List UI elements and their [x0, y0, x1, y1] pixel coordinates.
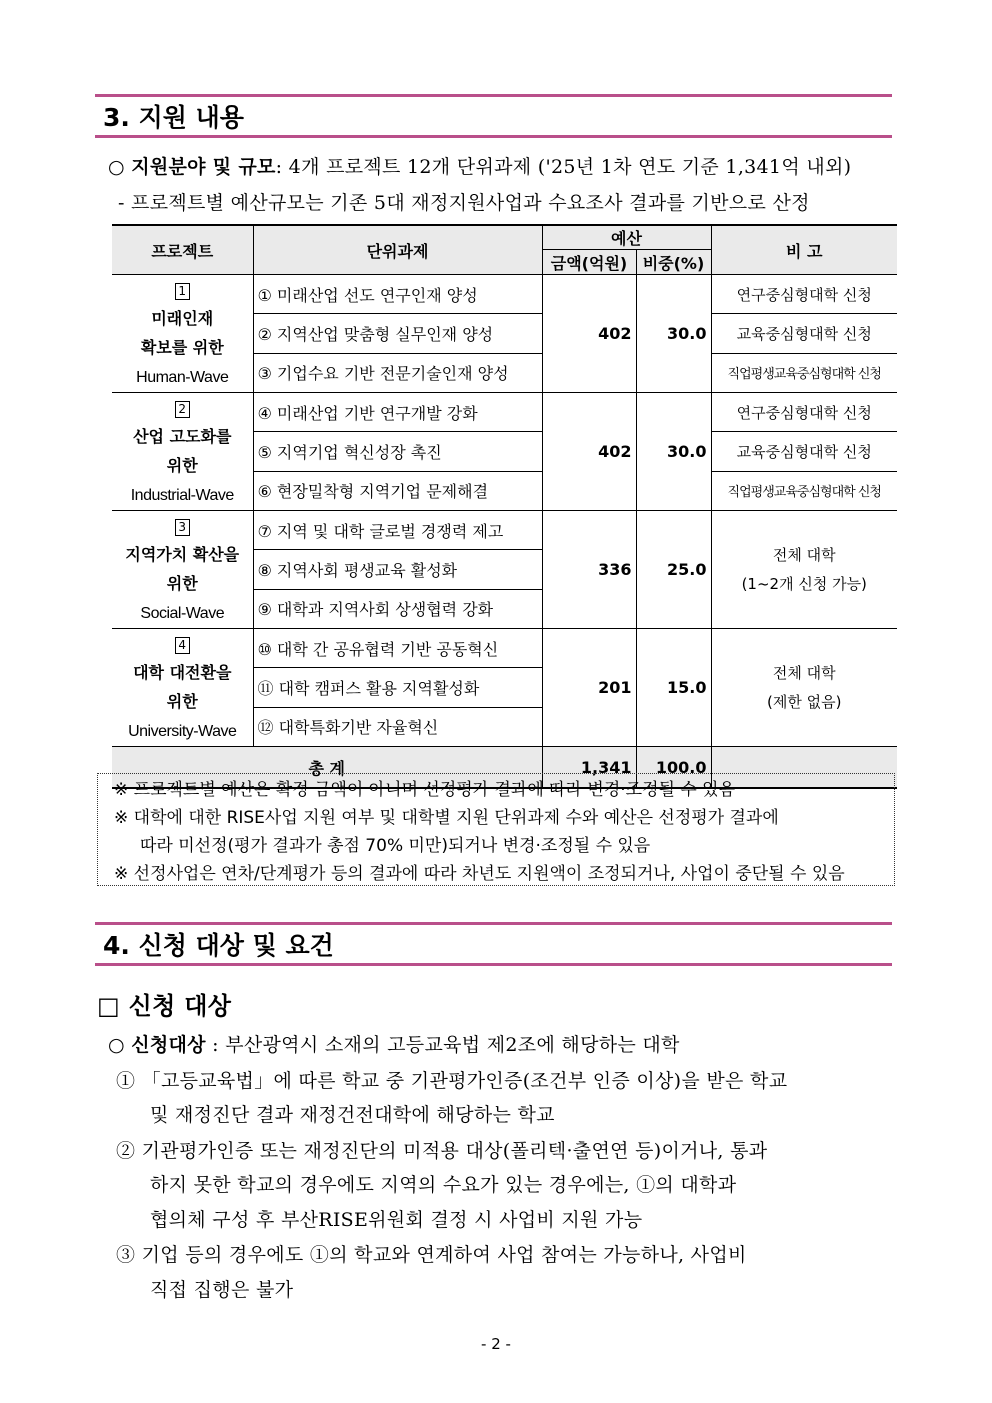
note-line: 전체 대학 [772, 663, 836, 682]
header-note: 비 고 [711, 225, 897, 275]
item-1: ① 「고등교육법」에 따른 학교 중 기관평가인증(조건부 인증 이상)을 받은 학교 [116, 1070, 788, 1092]
amount-cell: 402 [542, 275, 636, 393]
project-name-line: 산업 고도화를 [133, 427, 232, 446]
page-number: - 2 - [481, 1335, 511, 1353]
header-ratio: 비중(%) [636, 250, 711, 275]
table-row [112, 393, 897, 432]
bullet-text: : 부산광역시 소재의 고등교육법 제2조에 해당하는 대학 [205, 1034, 680, 1056]
note: ※ 선정사업은 연차/단계평가 등의 결과에 따라 차년도 지원액이 조정되거나, 사업이 중단될 수 있음 [114, 864, 845, 884]
project-number: 4 [175, 637, 190, 654]
task-cell: ② 지역산업 맞춤형 실무인재 양성 [253, 314, 542, 353]
task-cell: ① 미래산업 선도 연구인재 양성 [253, 275, 542, 314]
header-project: 프로젝트 [112, 225, 253, 275]
note-cell: 직업평생교육중심형대학 신청 [711, 471, 897, 510]
project-name-line: 위한 [166, 692, 198, 711]
task-cell: ⑧ 지역사회 평생교육 활성화 [253, 550, 542, 589]
table-row [112, 629, 897, 668]
header-budget: 예산 [542, 225, 711, 250]
project-name-line: 미래인재 [151, 309, 214, 328]
project-name-line: 지역가치 확산을 [125, 545, 240, 564]
item-2-cont: 협의체 구성 후 부산RISE위원회 결정 시 사업비 지원 가능 [150, 1209, 643, 1231]
item-1-cont: 및 재정진단 결과 재정건전대학에 해당하는 학교 [150, 1104, 555, 1126]
note-line: (1~2개 신청 가능) [741, 574, 867, 593]
ratio-cell: 30.0 [636, 275, 711, 393]
note-cell: 연구중심형대학 신청 [711, 275, 897, 314]
ratio-cell: 30.0 [636, 393, 711, 511]
bullet-label: 지원분야 및 규모 [131, 156, 276, 178]
budget-table [112, 224, 897, 789]
task-cell: ⑦ 지역 및 대학 글로벌 경쟁력 제고 [253, 511, 542, 550]
project-name-line: University-Wave [128, 723, 237, 740]
task-cell: ⑥ 현장밀착형 지역기업 문제해결 [253, 471, 542, 510]
project-number: 2 [175, 401, 190, 418]
project-cell [112, 393, 253, 511]
eligibility-bullet: ○ 신청대상 : 부산광역시 소재의 고등교육법 제2조에 해당하는 대학 [108, 1034, 680, 1056]
note-cell [711, 629, 897, 747]
task-cell: ⑤ 지역기업 혁신성장 촉진 [253, 432, 542, 471]
project-name-line: 대학 대전환을 [133, 663, 232, 682]
project-name-line: 확보를 위한 [140, 338, 224, 357]
notes-box [97, 773, 895, 886]
project-cell [112, 511, 253, 629]
project-number: 3 [175, 519, 190, 536]
total-ratio: 100.0 [636, 747, 711, 789]
task-cell: ⑨ 대학과 지역사회 상생협력 강화 [253, 589, 542, 628]
table-row [112, 275, 897, 314]
task-cell: ④ 미래산업 기반 연구개발 강화 [253, 393, 542, 432]
project-cell [112, 275, 253, 393]
project-name-line: Industrial-Wave [130, 487, 234, 504]
amount-cell: 402 [542, 393, 636, 511]
project-number: 1 [175, 283, 190, 300]
ratio-cell: 25.0 [636, 511, 711, 629]
support-scope-bullet: ○ 지원분야 및 규모: 4개 프로젝트 12개 단위과제 ('25년 1차 연도 기준 1,341억 내외) [108, 156, 852, 178]
task-cell: ⑪ 대학 캠퍼스 활용 지역활성화 [253, 668, 542, 707]
amount-cell: 336 [542, 511, 636, 629]
note: 따라 미선정(평가 결과가 총점 70% 미만)되거나 변경·조정될 수 있음 [140, 836, 651, 856]
task-cell: ⑫ 대학특화기반 자율혁신 [253, 707, 542, 746]
project-name-line: Human-Wave [136, 369, 229, 386]
amount-cell: 201 [542, 629, 636, 747]
note-cell [711, 511, 897, 629]
note-cell: 연구중심형대학 신청 [711, 393, 897, 432]
note: ※ 프로젝트별 예산은 확정 금액이 아니며 선정평가 결과에 따라 변경·조정될 수 있음 [114, 780, 736, 800]
task-cell: ⑩ 대학 간 공유협력 기반 공동혁신 [253, 629, 542, 668]
ratio-cell: 15.0 [636, 629, 711, 747]
budget-basis-text: - 프로젝트별 예산규모는 기존 5대 재정지원사업과 수요조사 결과를 기반으로 산정 [118, 192, 810, 214]
item-2: ② 기관평가인증 또는 재정진단의 미적용 대상(폴리텍·출연연 등)이거나, 통과 [116, 1140, 768, 1162]
bullet-text: : 4개 프로젝트 12개 단위과제 ('25년 1차 연도 기준 1,341억 내외) [275, 156, 852, 178]
header-amount: 금액(억원) [542, 250, 636, 275]
project-name-line: 위한 [166, 456, 198, 475]
item-3: ③ 기업 등의 경우에도 ①의 학교와 연계하여 사업 참여는 가능하나, 사업비 [116, 1244, 747, 1266]
note-cell: 교육중심형대학 신청 [711, 432, 897, 471]
item-2-cont: 하지 못한 학교의 경우에도 지역의 수요가 있는 경우에는, ①의 대학과 [150, 1174, 737, 1196]
bullet-label: 신청대상 [131, 1034, 206, 1056]
subsection-title: □ 신청 대상 [97, 992, 232, 1020]
item-3-cont: 직접 집행은 불가 [150, 1279, 294, 1301]
task-cell: ③ 기업수요 기반 전문기술인재 양성 [253, 353, 542, 392]
section-4-heading: 4. 신청 대상 및 요건 [95, 922, 892, 966]
project-cell [112, 629, 253, 747]
note: ※ 대학에 대한 RISE사업 지원 여부 및 대학별 지원 단위과제 수와 예산은 선정평가 결과에 [114, 808, 779, 828]
project-name-line: Social-Wave [140, 605, 225, 622]
note-cell: 교육중심형대학 신청 [711, 314, 897, 353]
total-label: 총 계 [112, 747, 542, 789]
total-amount: 1,341 [542, 747, 636, 789]
table-row [112, 511, 897, 550]
project-name-line: 위한 [166, 574, 198, 593]
header-task: 단위과제 [253, 225, 542, 275]
note-line: (제한 없음) [767, 692, 842, 711]
note-line: 전체 대학 [772, 545, 836, 564]
note-cell: 직업평생교육중심형대학 신청 [711, 353, 897, 392]
section-3-heading: 3. 지원 내용 [95, 94, 892, 138]
